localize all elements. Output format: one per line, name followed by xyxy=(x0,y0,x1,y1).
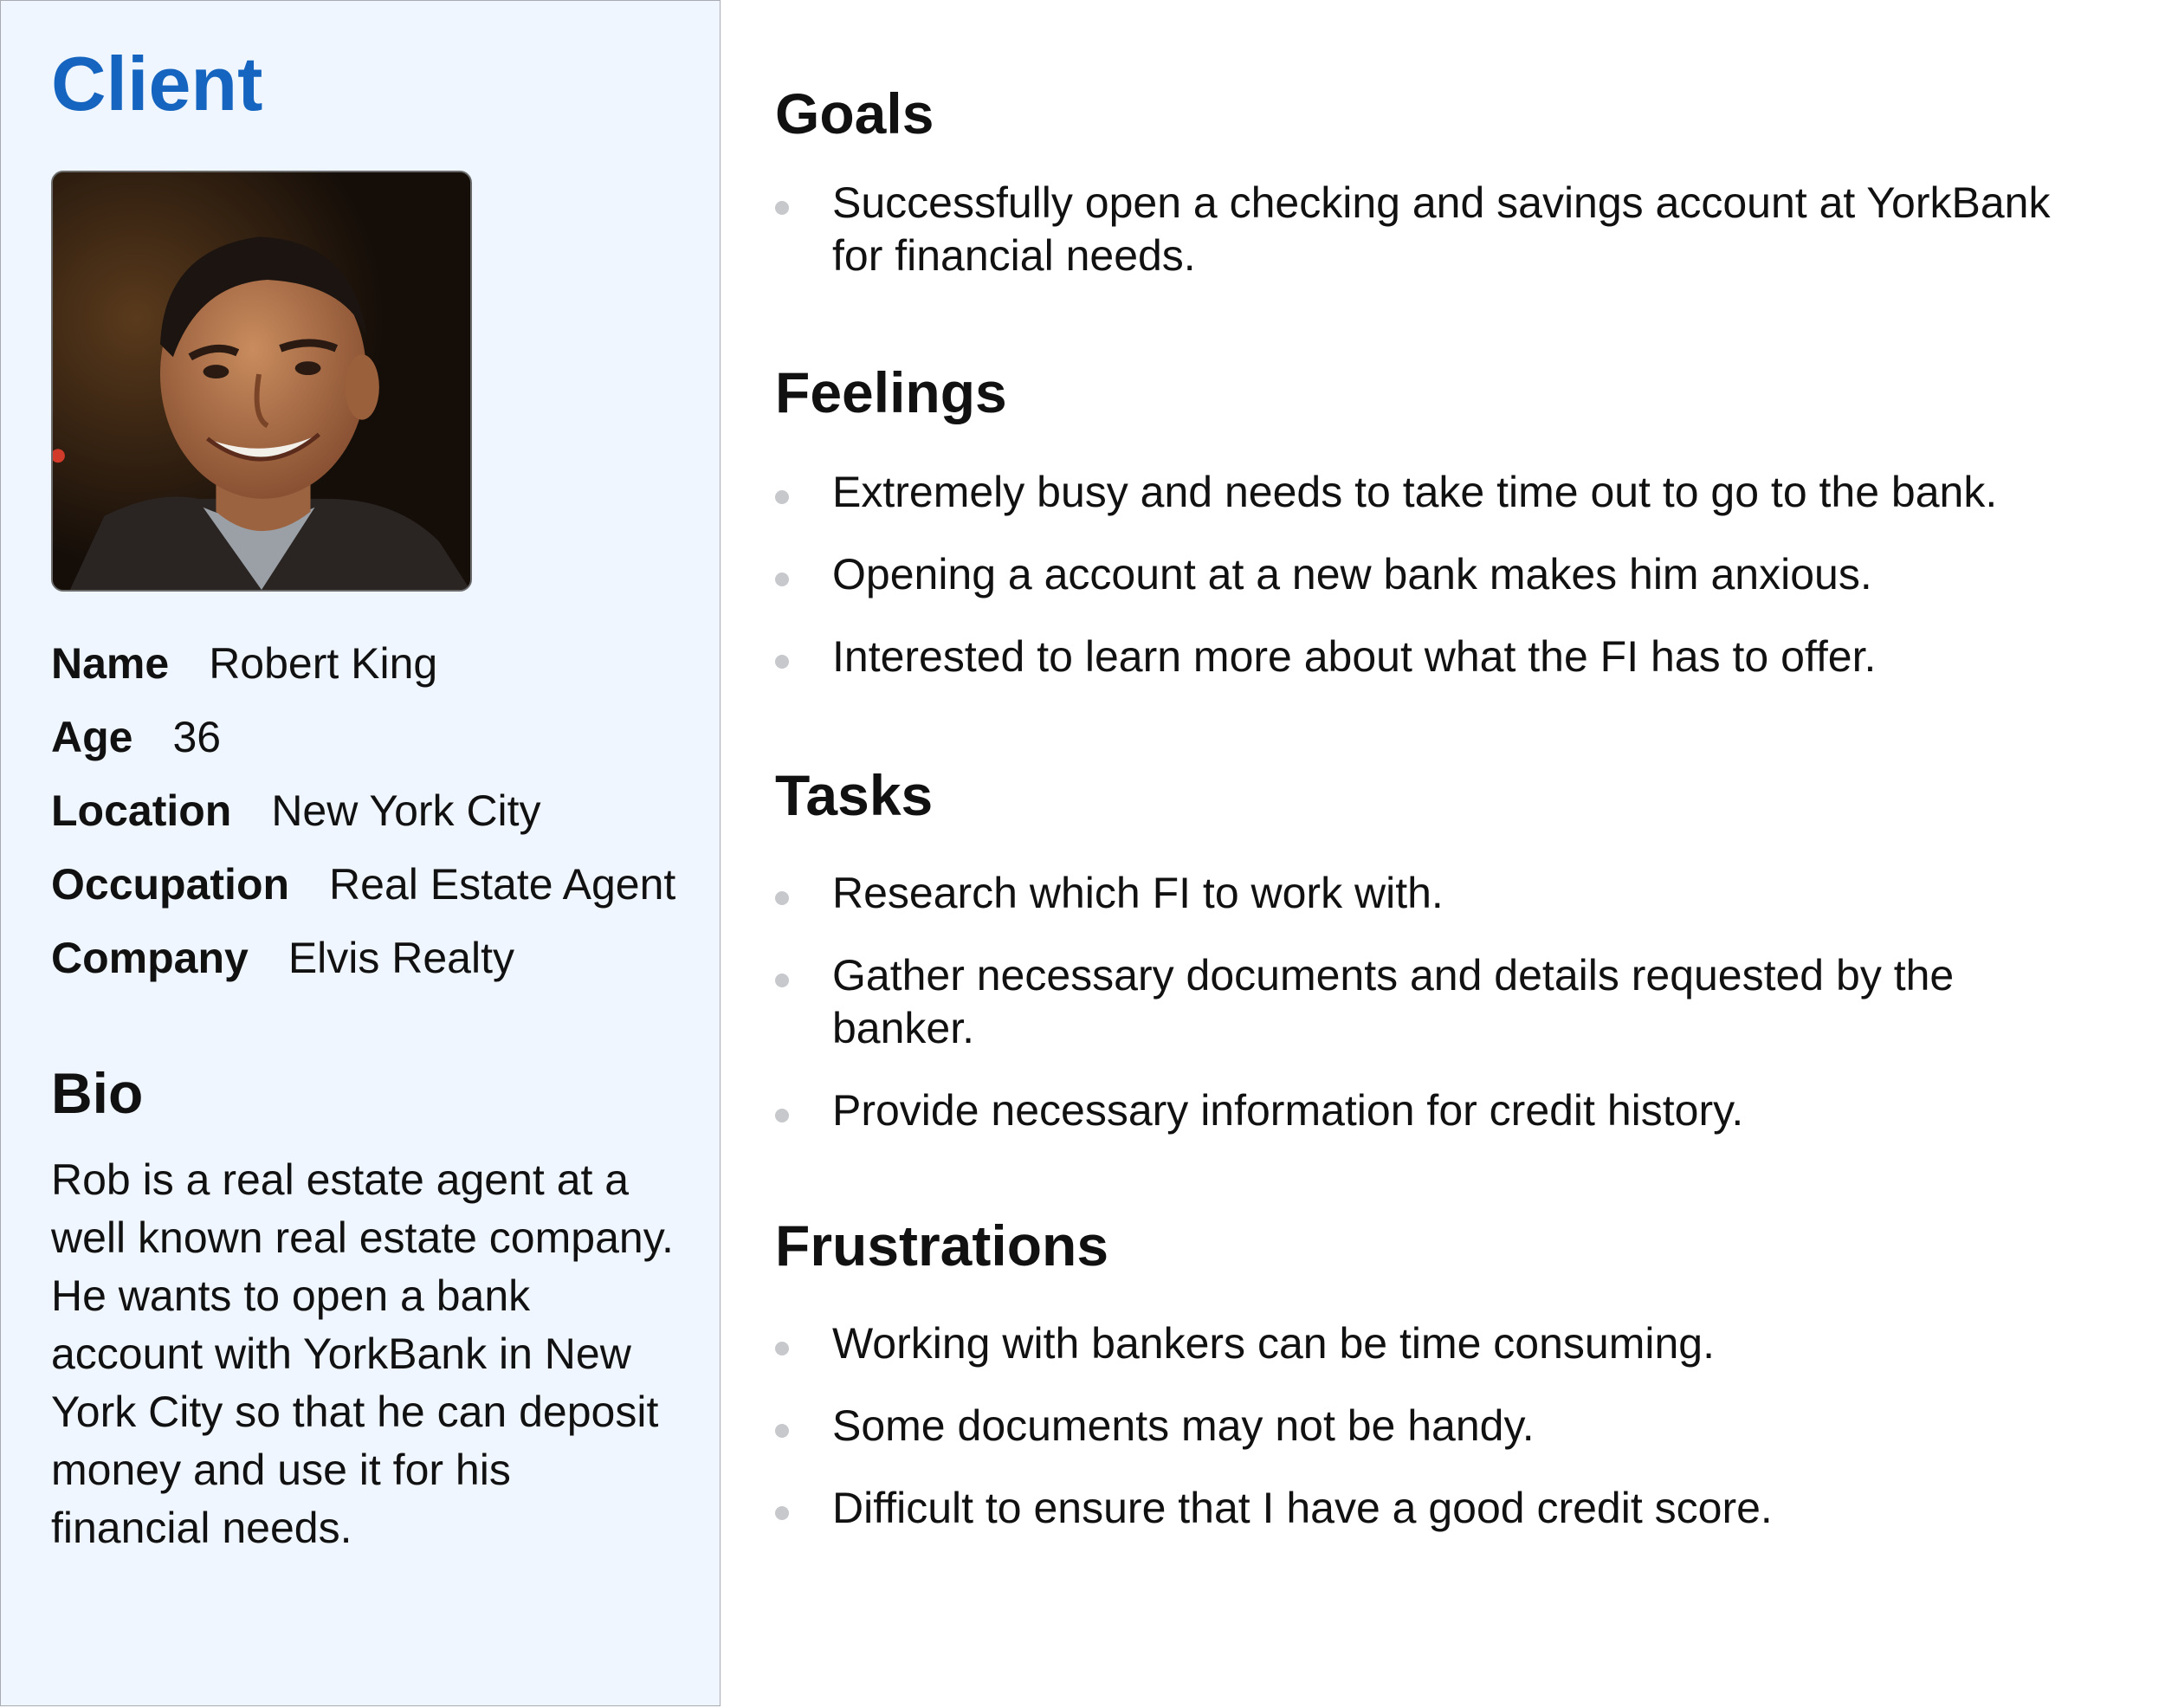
client-portrait xyxy=(51,171,472,592)
list-item-text: Successfully open a checking and savings account at YorkBank for financial needs. xyxy=(832,178,2051,280)
client-field-company xyxy=(51,928,675,1001)
list-item xyxy=(775,466,2074,519)
field-label: Location xyxy=(51,786,232,835)
list-item xyxy=(775,949,2074,1055)
bullet-icon xyxy=(775,490,789,504)
list-item xyxy=(775,1400,2074,1452)
list-item-text: Working with bankers can be time consuming. xyxy=(832,1319,1715,1368)
field-label: Name xyxy=(51,639,170,688)
client-field-occupation xyxy=(51,854,675,928)
field-value: Elvis Realty xyxy=(288,934,514,982)
client-field-name xyxy=(51,633,675,707)
bullet-icon xyxy=(775,891,789,905)
bullet-icon xyxy=(775,1342,789,1355)
client-info-list xyxy=(51,633,675,1001)
field-value: Real Estate Agent xyxy=(329,860,676,909)
client-field-age xyxy=(51,707,675,780)
client-field-location xyxy=(51,780,675,854)
list-item xyxy=(775,177,2074,282)
field-value: Robert King xyxy=(209,639,438,688)
tasks-heading: Tasks xyxy=(775,763,934,827)
bullet-icon xyxy=(775,1109,789,1122)
bullet-icon xyxy=(775,974,789,987)
goals-list xyxy=(775,177,2074,312)
bullet-icon xyxy=(775,201,789,215)
bullet-icon xyxy=(775,1506,789,1520)
feelings-heading: Feelings xyxy=(775,360,1007,424)
list-item-text: Research which FI to work with. xyxy=(832,869,1444,917)
bullet-icon xyxy=(775,1424,789,1438)
field-label: Occupation xyxy=(51,860,290,909)
list-item-text: Extremely busy and needs to take time out to go to the bank. xyxy=(832,468,1998,516)
bullet-icon xyxy=(775,573,789,586)
frustrations-heading: Frustrations xyxy=(775,1213,1109,1278)
tasks-list xyxy=(775,867,2074,1167)
list-item-text: Difficult to ensure that I have a good credit score. xyxy=(832,1484,1773,1532)
field-label: Age xyxy=(51,713,133,761)
list-item xyxy=(775,1084,2074,1137)
field-value: New York City xyxy=(271,786,541,835)
bio-heading: Bio xyxy=(51,1061,144,1125)
list-item xyxy=(775,1317,2074,1370)
list-item xyxy=(775,548,2074,601)
feelings-list xyxy=(775,466,2074,713)
client-panel xyxy=(0,0,721,1706)
field-label: Company xyxy=(51,934,249,982)
bio-text: Rob is a real estate agent at a well known real estate company. He wants to open a bank account with YorkBank in New York City so that he can deposit money and use it for his financial needs. xyxy=(51,1155,674,1552)
list-item-text: Interested to learn more about what the FI has to offer. xyxy=(832,632,1877,681)
bullet-icon xyxy=(775,655,789,669)
list-item-text: Some documents may not be handy. xyxy=(832,1401,1535,1450)
frustrations-list xyxy=(775,1317,2074,1564)
client-title: Client xyxy=(51,41,263,126)
list-item-text: Provide necessary information for credit history. xyxy=(832,1086,1744,1135)
list-item xyxy=(775,1482,2074,1535)
list-item xyxy=(775,867,2074,920)
list-item-text: Opening a account at a new bank makes him anxious. xyxy=(832,550,1872,598)
list-item-text: Gather necessary documents and details requested by the banker. xyxy=(832,951,1955,1052)
list-item xyxy=(775,631,2074,683)
goals-heading: Goals xyxy=(775,81,934,146)
field-value: 36 xyxy=(172,713,222,761)
